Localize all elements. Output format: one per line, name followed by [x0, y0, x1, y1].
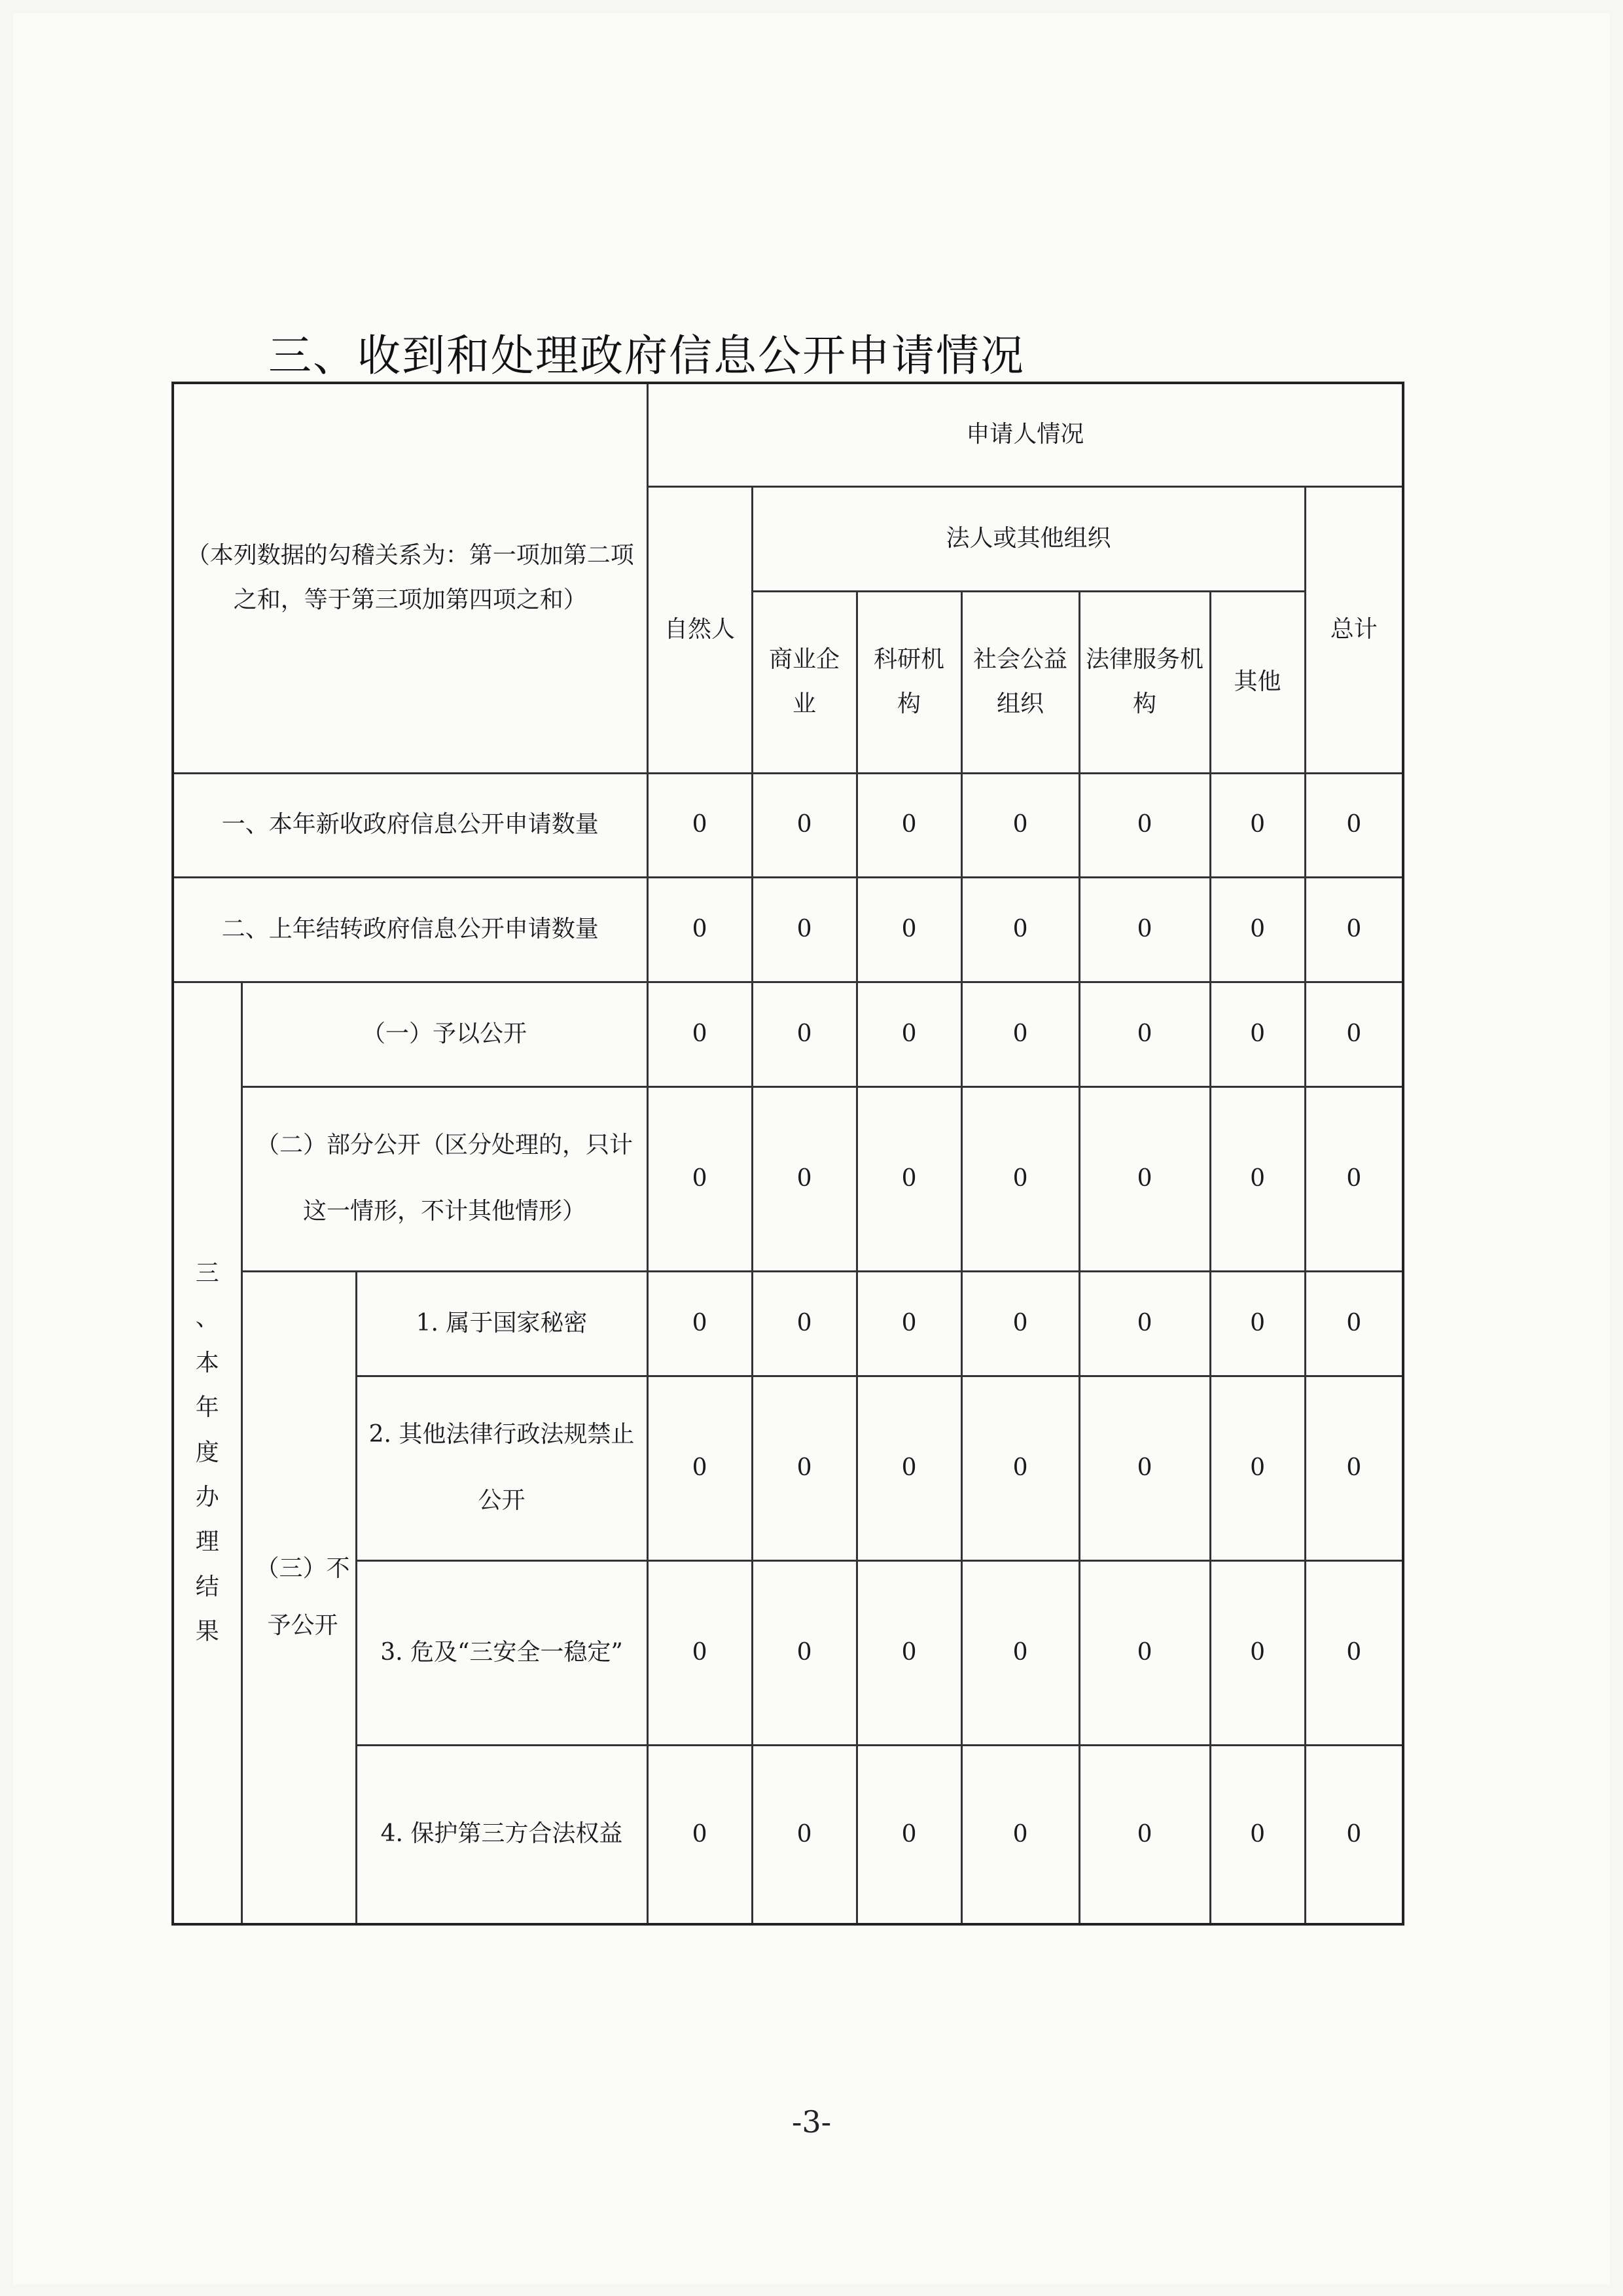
section-heading: 三、收到和处理政府信息公开申请情况: [268, 331, 1025, 381]
natural-person-header: 自然人: [647, 486, 752, 773]
cell-value: 0: [647, 1271, 752, 1376]
cell-value: 0: [857, 1376, 961, 1560]
page-number: -3-: [791, 2104, 832, 2140]
cell-value: 0: [961, 982, 1079, 1086]
cell-value: 0: [1079, 1271, 1210, 1376]
table-row: [173, 982, 1403, 1086]
cell-value: 0: [647, 1376, 752, 1560]
cell-value: 0: [752, 982, 857, 1086]
section-three-char: 果: [195, 1618, 219, 1645]
table-row: [173, 1745, 1403, 1924]
cell-value: 0: [752, 1271, 857, 1376]
section-three-char: 度: [195, 1439, 219, 1466]
cell-value: 0: [857, 1745, 961, 1924]
table-row: [173, 1560, 1403, 1745]
cell-value: 0: [857, 1086, 961, 1271]
cell-value: 0: [1305, 1271, 1403, 1376]
cell-value: 0: [961, 1376, 1079, 1560]
legal-org-header: 法人或其他组织: [752, 486, 1305, 591]
cell-value: 0: [752, 1376, 857, 1560]
table-row: [173, 877, 1403, 982]
cell-value: 0: [1210, 1376, 1305, 1560]
cell-value: 0: [857, 1560, 961, 1745]
section-three-char: 办: [195, 1483, 219, 1511]
cell-value: 0: [1210, 773, 1305, 877]
table-row: [173, 1376, 1403, 1560]
cell-value: 0: [752, 773, 857, 877]
other-header: 其他: [1210, 591, 1305, 773]
cell-value: 0: [752, 1745, 857, 1924]
section-three-label: [173, 982, 241, 1924]
cell-value: 0: [961, 1745, 1079, 1924]
research-header: 科研机构: [857, 591, 961, 773]
cell-value: 0: [1305, 982, 1403, 1086]
commercial-header: 商业企业: [752, 591, 857, 773]
cell-value: 0: [647, 1560, 752, 1745]
total-header: 总计: [1305, 486, 1403, 773]
cell-value: 0: [1210, 1745, 1305, 1924]
row-label: 1. 属于国家秘密: [356, 1271, 647, 1376]
cell-value: 0: [1079, 982, 1210, 1086]
cell-value: 0: [857, 773, 961, 877]
social-header: 社会公益组织: [961, 591, 1079, 773]
section-three-char: 年: [195, 1394, 219, 1422]
cell-value: 0: [1079, 1560, 1210, 1745]
cell-value: 0: [857, 1271, 961, 1376]
cell-value: 0: [1079, 1376, 1210, 1560]
cell-value: 0: [752, 1560, 857, 1745]
table-row: [173, 1086, 1403, 1271]
cell-value: 0: [857, 982, 961, 1086]
section-three-char: 本: [195, 1349, 219, 1376]
cell-value: 0: [1079, 773, 1210, 877]
cell-value: 0: [1079, 877, 1210, 982]
cell-value: 0: [647, 877, 752, 982]
cell-value: 0: [961, 1560, 1079, 1745]
column-relation-note: （本列数据的勾稽关系为：第一项加第二项之和，等于第三项加第四项之和）: [173, 383, 647, 773]
legal-service-header: 法律服务机构: [1079, 591, 1210, 773]
not-disclosed-label: （三）不予公开: [241, 1271, 356, 1924]
table-row: [173, 1271, 1403, 1376]
row-label: 4. 保护第三方合法权益: [356, 1745, 647, 1924]
cell-value: 0: [1079, 1745, 1210, 1924]
row-label: 二、上年结转政府信息公开申请数量: [173, 877, 647, 982]
row-label: （二）部分公开（区分处理的，只计这一情形，不计其他情形）: [241, 1086, 647, 1271]
cell-value: 0: [1305, 1376, 1403, 1560]
information-disclosure-table: [171, 382, 1404, 1926]
cell-value: 0: [1305, 1560, 1403, 1745]
section-three-char: 、: [195, 1304, 219, 1332]
cell-value: 0: [1305, 773, 1403, 877]
cell-value: 0: [1210, 1271, 1305, 1376]
cell-value: 0: [1210, 877, 1305, 982]
row-label: （一）予以公开: [241, 982, 647, 1086]
cell-value: 0: [647, 773, 752, 877]
row-label: 一、本年新收政府信息公开申请数量: [173, 773, 647, 877]
row-label: 3. 危及“三安全一稳定”: [356, 1560, 647, 1745]
cell-value: 0: [752, 1086, 857, 1271]
table-row: [173, 773, 1403, 877]
cell-value: 0: [961, 773, 1079, 877]
section-three-char: 结: [195, 1573, 219, 1600]
row-label: 2. 其他法律行政法规禁止公开: [356, 1376, 647, 1560]
cell-value: 0: [1210, 982, 1305, 1086]
cell-value: 0: [647, 982, 752, 1086]
cell-value: 0: [961, 1086, 1079, 1271]
section-three-char: 理: [195, 1528, 219, 1556]
applicant-header: 申请人情况: [647, 383, 1403, 486]
cell-value: 0: [857, 877, 961, 982]
cell-value: 0: [647, 1086, 752, 1271]
cell-value: 0: [1305, 1745, 1403, 1924]
cell-value: 0: [1079, 1086, 1210, 1271]
cell-value: 0: [961, 877, 1079, 982]
section-three-char: 三: [195, 1259, 219, 1287]
cell-value: 0: [647, 1745, 752, 1924]
cell-value: 0: [1210, 1086, 1305, 1271]
cell-value: 0: [1305, 877, 1403, 982]
cell-value: 0: [1210, 1560, 1305, 1745]
cell-value: 0: [752, 877, 857, 982]
cell-value: 0: [1305, 1086, 1403, 1271]
cell-value: 0: [961, 1271, 1079, 1376]
